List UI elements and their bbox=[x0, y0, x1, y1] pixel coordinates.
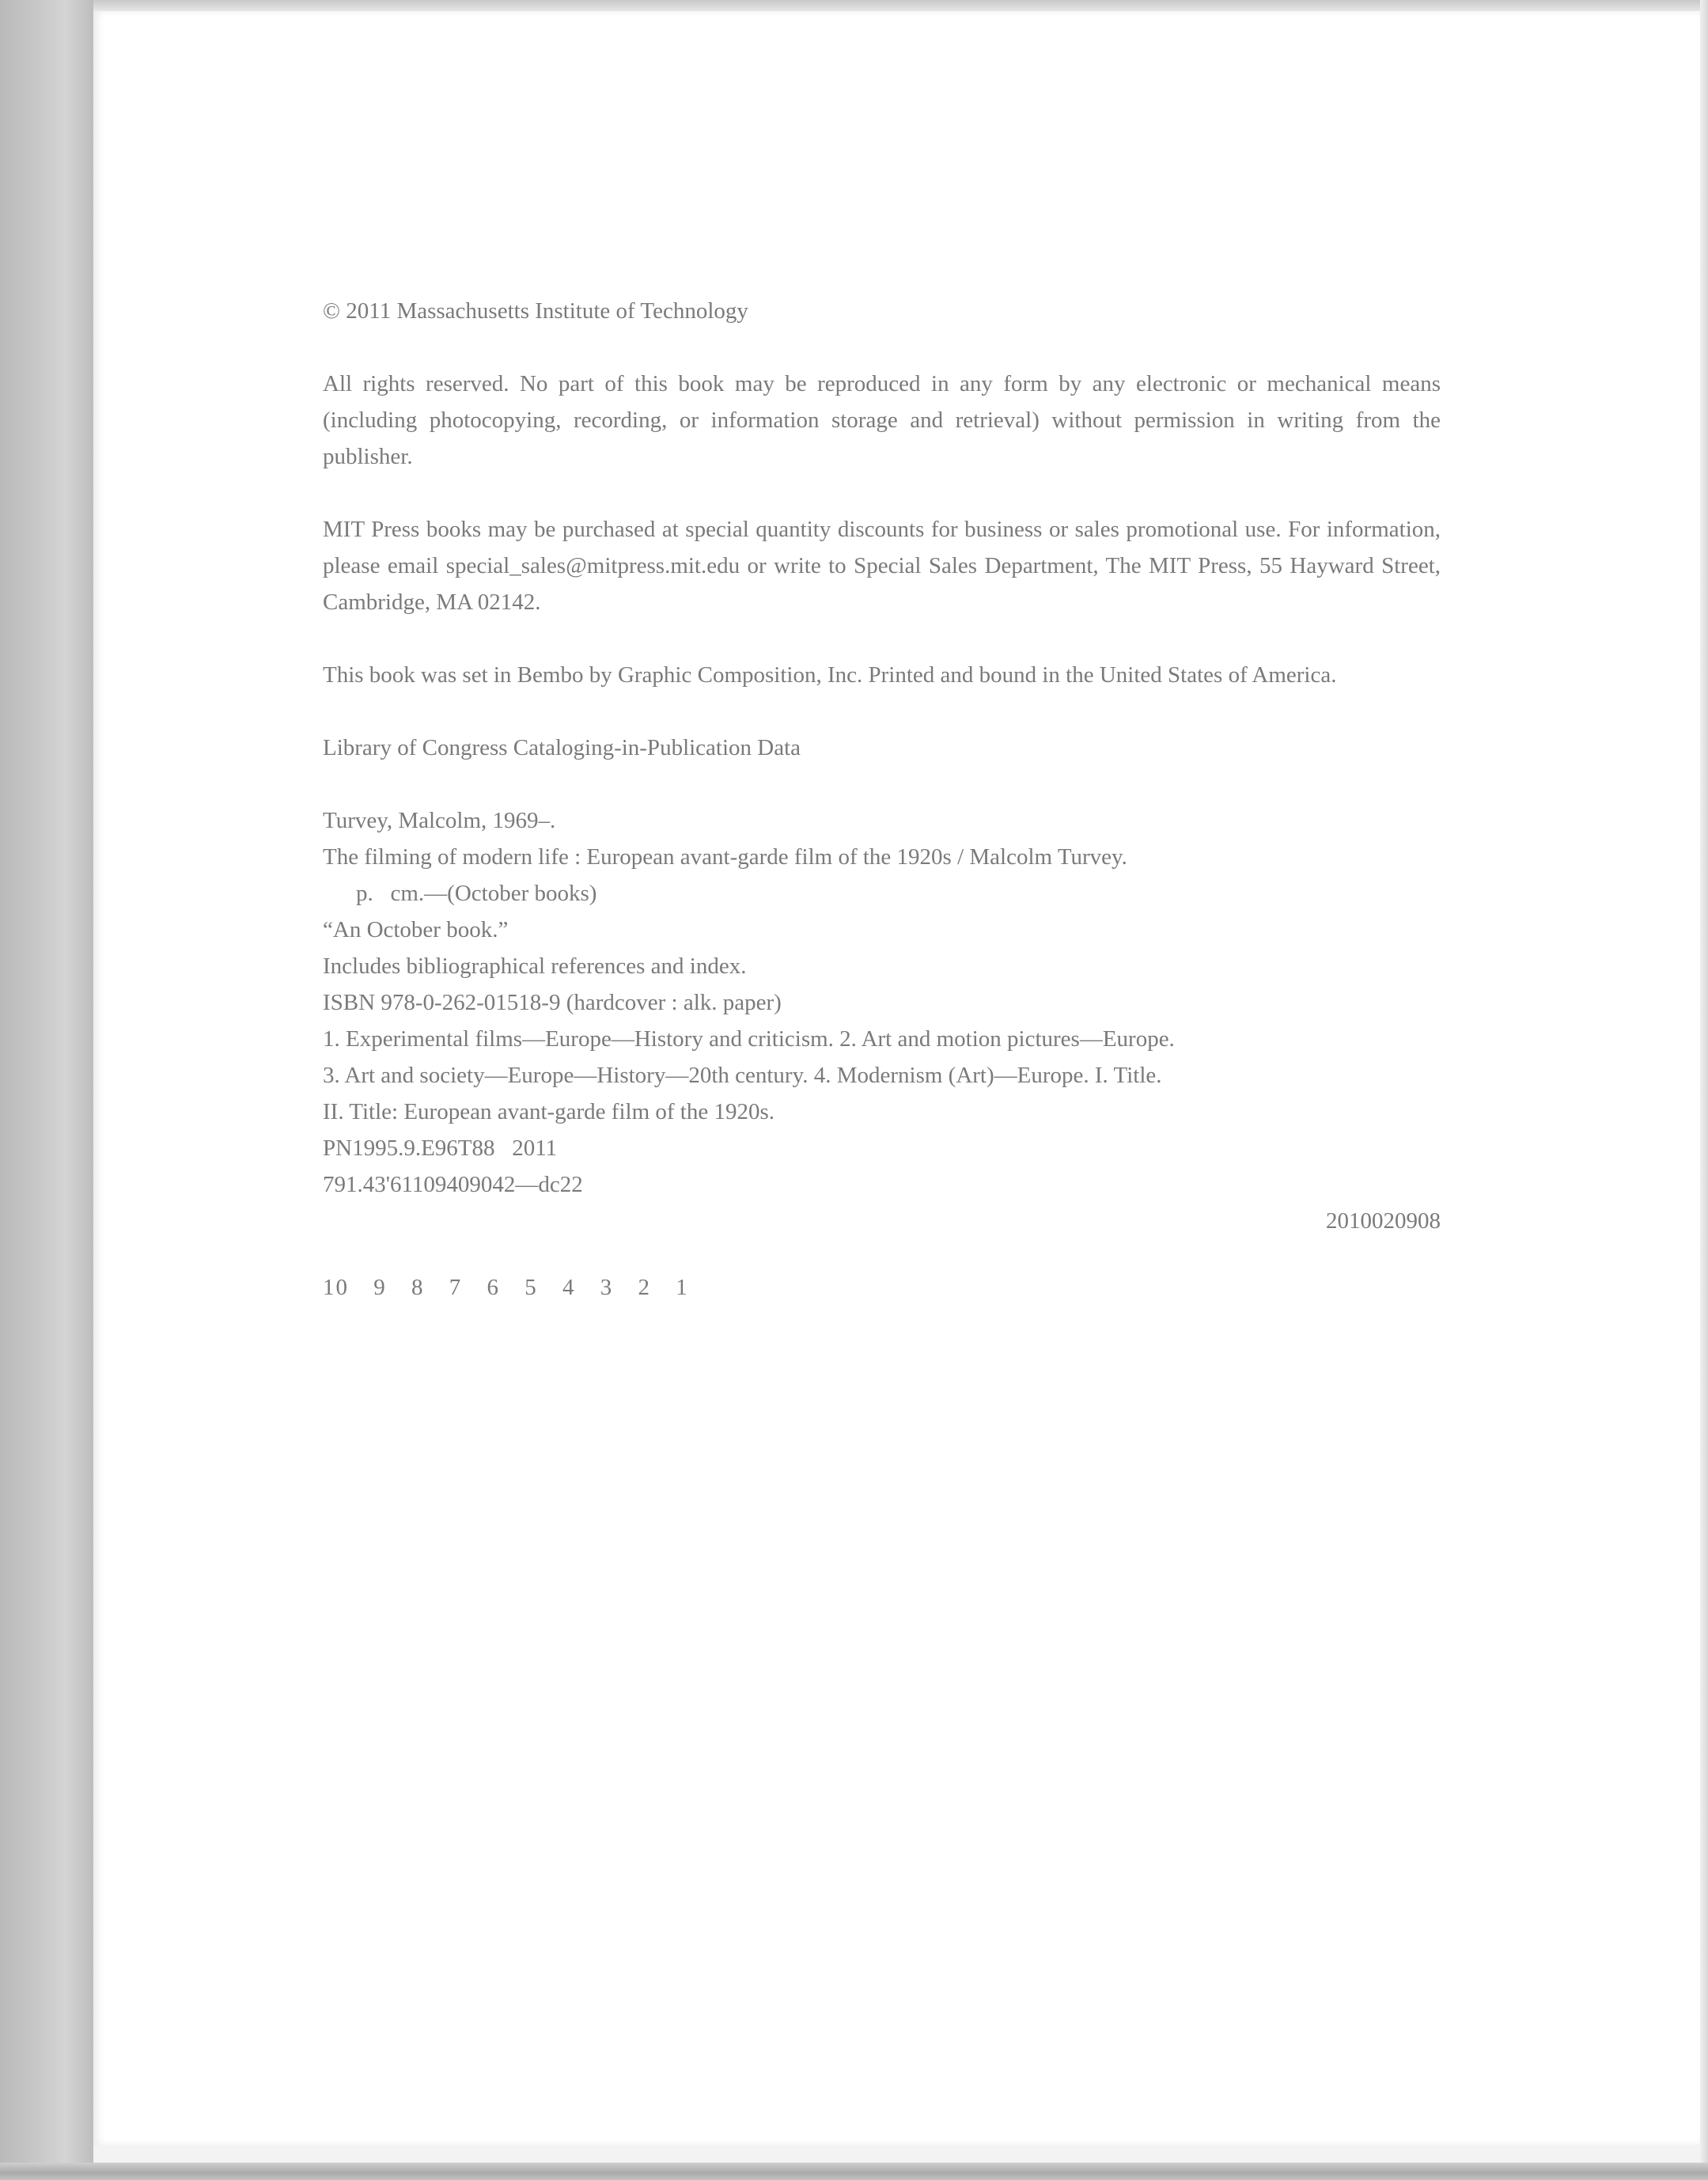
cip-lc-class: PN1995.9.E96T88 2011 bbox=[323, 1135, 558, 1161]
sales-statement: MIT Press books may be purchased at special quantity discounts for business or sales promotional use. For information, please email special_sales@mitpress.mit.edu or write to Special Sales Department, The MIT Press, 55 Hayward Street, Cambridge, MA 02142. bbox=[323, 517, 1441, 615]
cip-heading: Library of Congress Cataloging-in-Publication Data bbox=[323, 735, 801, 760]
copyright-text-block bbox=[323, 293, 1441, 1306]
scan-edge-bottom bbox=[0, 2163, 1708, 2180]
cip-lccn: 2010020908 bbox=[1326, 1208, 1441, 1234]
cip-title: The filming of modern life : European avant-garde film of the 1920s / Malcolm Turvey. bbox=[323, 844, 1127, 870]
cip-physical: p. cm.—(October books) bbox=[356, 881, 597, 906]
rights-statement: All rights reserved. No part of this book may be reproduced in any form by any electronic or mechanical means (including photocopying, recording, or information storage and retrieval) without permission in writing from the publisher. bbox=[323, 371, 1441, 469]
copyright-notice: © 2011 Massachusetts Institute of Technology bbox=[323, 298, 748, 324]
cip-data bbox=[323, 802, 1441, 1239]
scan-edge-right bbox=[1700, 0, 1708, 2180]
scan-edge-top bbox=[63, 0, 1708, 11]
cip-subjects-line-1: 1. Experimental films—Europe—History and criticism. 2. Art and motion pictures—Europe. bbox=[323, 1026, 1175, 1052]
cip-isbn: ISBN 978-0-262-01518-9 (hardcover : alk. paper) bbox=[323, 990, 782, 1015]
printing-line: 10 9 8 7 6 5 4 3 2 1 bbox=[323, 1275, 689, 1300]
scan-edge-left bbox=[0, 0, 93, 2180]
cip-dewey: 791.43'61109409042—dc22 bbox=[323, 1172, 583, 1197]
cip-bibliography-note: Includes bibliographical references and index. bbox=[323, 954, 747, 979]
typesetting-statement: This book was set in Bembo by Graphic Composition, Inc. Printed and bound in the United States of America. bbox=[323, 662, 1337, 688]
cip-author: Turvey, Malcolm, 1969–. bbox=[323, 808, 556, 833]
cip-subjects-line-2: 3. Art and society—Europe—History—20th century. 4. Modernism (Art)—Europe. I. Title. bbox=[323, 1063, 1162, 1088]
cip-series-note: “An October book.” bbox=[323, 917, 509, 942]
cip-subjects-line-3: II. Title: European avant-garde film of the 1920s. bbox=[323, 1099, 775, 1124]
